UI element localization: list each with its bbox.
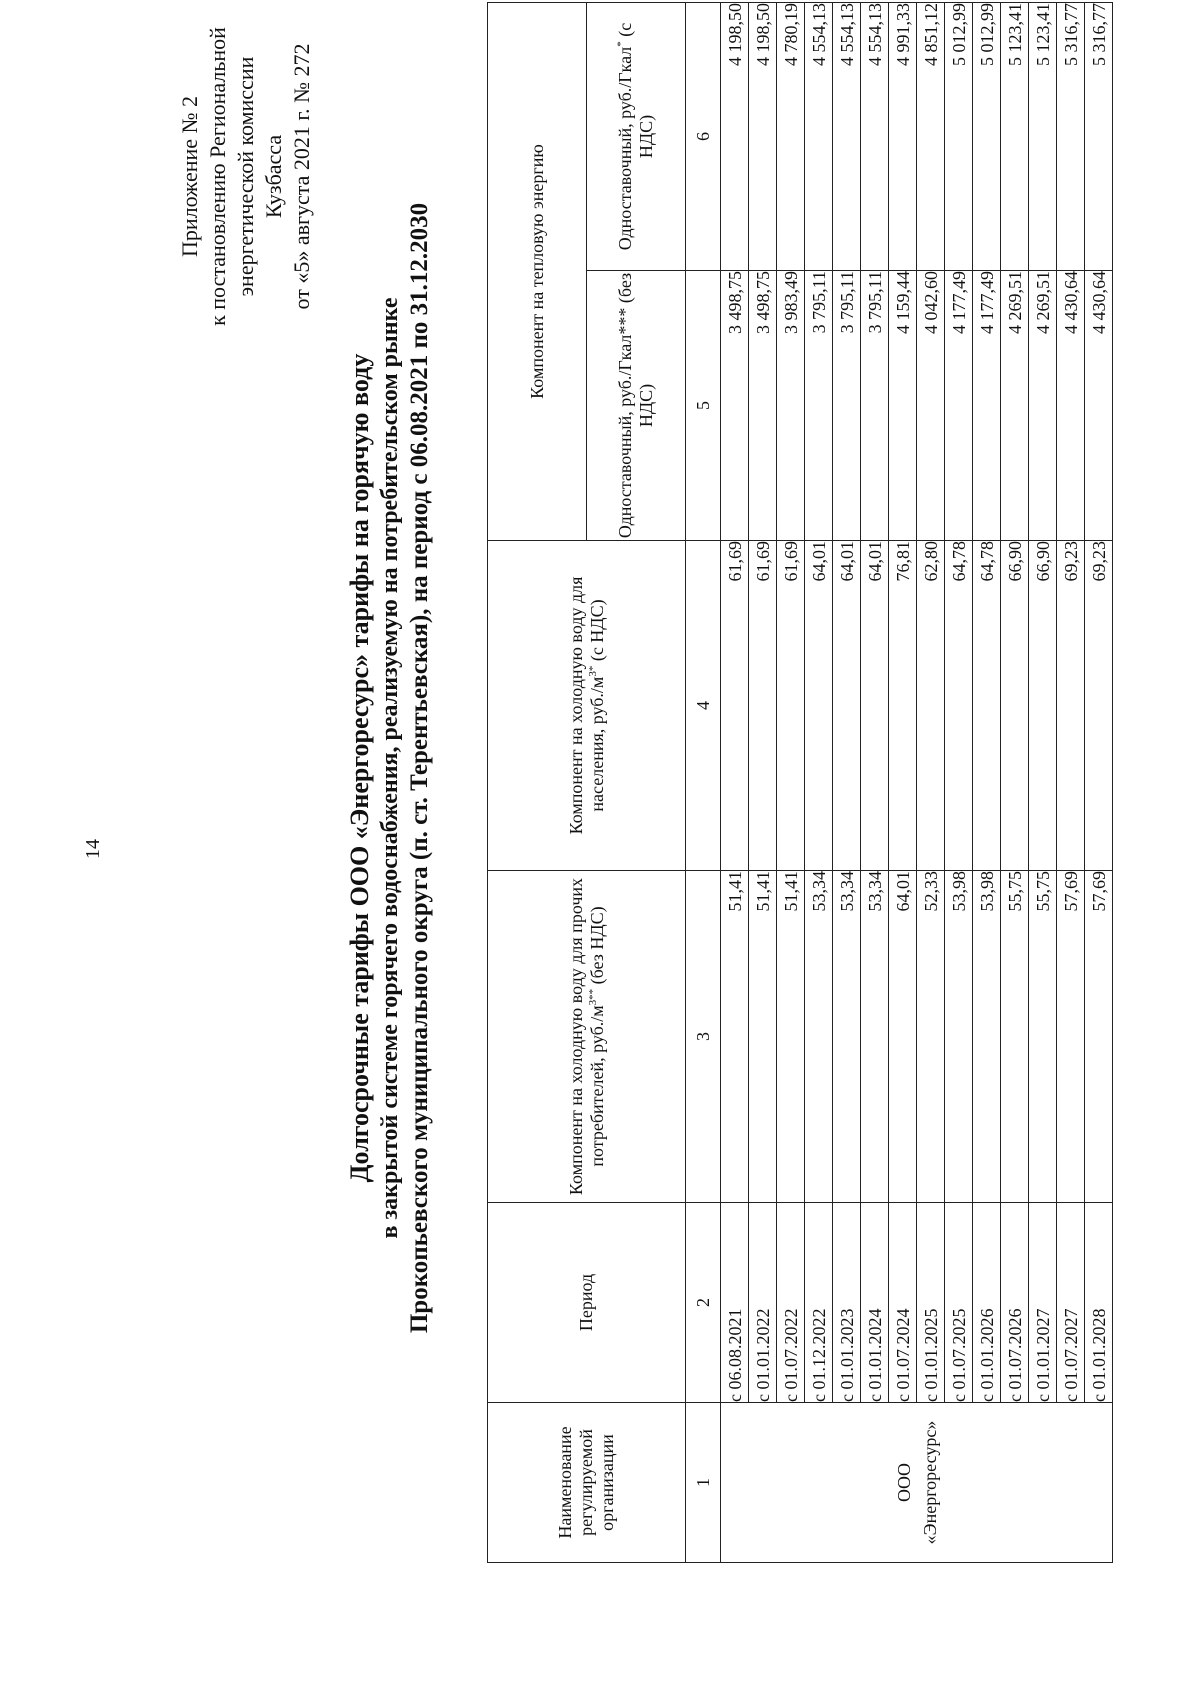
heat-no-vat-cell: 3 795,11 [805, 271, 833, 541]
cold-water-population-cell: 61,69 [749, 541, 777, 871]
heat-no-vat-cell: 3 983,49 [777, 271, 805, 541]
appendix-line: к постановлению Региональной [205, 27, 230, 326]
cold-water-other-cell: 64,01 [889, 871, 917, 1203]
cold-water-other-cell: 55,75 [1001, 871, 1029, 1203]
table-row [833, 3, 861, 1563]
column-number: 3 [686, 871, 721, 1203]
heat-no-vat-cell: 3 498,75 [721, 271, 749, 541]
organization-line: «Энергоресурс» [919, 1420, 940, 1545]
tariff-table [487, 2, 1113, 1563]
heat-vat-cell: 4 851,12 [917, 3, 945, 271]
table-row [749, 3, 777, 1563]
cold-water-population-cell: 66,90 [1029, 541, 1057, 871]
organization-cell [721, 1403, 1113, 1563]
table-row [805, 3, 833, 1563]
cold-water-population-cell: 64,01 [805, 541, 833, 871]
cold-water-other-cell: 53,98 [973, 871, 1001, 1203]
heat-no-vat-cell: 4 159,44 [889, 271, 917, 541]
heat-no-vat-cell: 4 269,51 [1001, 271, 1029, 541]
heat-vat-cell: 4 554,13 [833, 3, 861, 271]
column-number: 6 [686, 3, 721, 271]
period-cell: с 01.07.2026 [1001, 1203, 1029, 1403]
appendix-line: от «5» августа 2021 г. № 272 [289, 43, 314, 310]
table-body [721, 3, 1113, 1563]
page-number: 14 [82, 839, 104, 859]
period-cell: с 06.08.2021 [721, 1203, 749, 1403]
table-row [777, 3, 805, 1563]
document-title [345, 88, 435, 1448]
cold-water-other-cell: 51,41 [721, 871, 749, 1203]
heat-vat-cell: 4 198,50 [749, 3, 777, 271]
cold-water-population-cell: 66,90 [1001, 541, 1029, 871]
header-heat-no-vat: Одноставочный, руб./Гкал*** (без НДС) [587, 271, 686, 541]
cold-water-other-cell: 51,41 [777, 871, 805, 1203]
period-cell: с 01.07.2024 [889, 1203, 917, 1403]
cold-water-other-cell: 53,34 [833, 871, 861, 1203]
table-row [973, 3, 1001, 1563]
heat-no-vat-cell: 3 498,75 [749, 271, 777, 541]
cold-water-population-cell: 69,23 [1057, 541, 1085, 871]
table-row [1085, 3, 1113, 1563]
appendix-line: энергетической комиссии [233, 56, 258, 297]
table-row [945, 3, 973, 1563]
heat-vat-cell: 5 012,99 [973, 3, 1001, 271]
cold-water-population-cell: 69,23 [1085, 541, 1113, 871]
column-number-row [686, 3, 721, 1563]
heat-no-vat-cell: 4 269,51 [1029, 271, 1057, 541]
period-cell: с 01.01.2026 [973, 1203, 1001, 1403]
header-heat-energy-group: Компонент на тепловую энергию [488, 3, 587, 541]
cold-water-population-cell: 61,69 [721, 541, 749, 871]
period-cell: с 01.01.2025 [917, 1203, 945, 1403]
period-cell: с 01.07.2027 [1057, 1203, 1085, 1403]
cold-water-other-cell: 51,41 [749, 871, 777, 1203]
period-cell: с 01.12.2022 [805, 1203, 833, 1403]
header-cold-water-other: Компонент на холодную воду для прочих потребителей, $руб./м^{3**}$ (без НДС) [488, 871, 686, 1203]
cold-water-other-cell: 57,69 [1085, 871, 1113, 1203]
organization-line: ООО [893, 1463, 914, 1502]
heat-vat-cell: 4 991,33 [889, 3, 917, 271]
period-cell: с 01.01.2022 [749, 1203, 777, 1403]
column-number: 4 [686, 541, 721, 871]
cold-water-population-cell: 62,80 [917, 541, 945, 871]
cold-water-population-cell: 64,01 [833, 541, 861, 871]
table-row [1057, 3, 1085, 1563]
heat-no-vat-cell: 4 430,64 [1085, 271, 1113, 541]
heat-vat-cell: 5 316,77 [1085, 3, 1113, 271]
period-cell: с 01.01.2023 [833, 1203, 861, 1403]
cold-water-other-cell: 53,34 [861, 871, 889, 1203]
cold-water-other-cell: 52,33 [917, 871, 945, 1203]
cold-water-population-cell: 64,78 [945, 541, 973, 871]
appendix-block [176, 0, 316, 353]
header-period: Период [488, 1203, 686, 1403]
header-heat-vat: Одноставочный, руб./Гкал* (с НДС) [587, 3, 686, 271]
heat-no-vat-cell: 4 042,60 [917, 271, 945, 541]
heat-vat-cell: 5 316,77 [1057, 3, 1085, 271]
table-row [721, 3, 749, 1563]
table-row [1029, 3, 1057, 1563]
heat-vat-cell: 4 554,13 [861, 3, 889, 271]
title-line-3: Прокопьевского муниципального округа (п. ст. Терентьевская), на период с 06.08.2021 по 31.12.2030 [406, 202, 433, 1334]
column-number: 5 [686, 271, 721, 541]
heat-no-vat-cell: 4 177,49 [973, 271, 1001, 541]
appendix-line: Кузбасса [261, 134, 286, 219]
heat-vat-cell: 5 012,99 [945, 3, 973, 271]
table-row [889, 3, 917, 1563]
column-number: 2 [686, 1203, 721, 1403]
cold-water-other-cell: 57,69 [1057, 871, 1085, 1203]
table-row [861, 3, 889, 1563]
heat-vat-cell: 4 554,13 [805, 3, 833, 271]
heat-no-vat-cell: 3 795,11 [861, 271, 889, 541]
cold-water-other-cell: 55,75 [1029, 871, 1057, 1203]
cold-water-other-cell: 53,98 [945, 871, 973, 1203]
period-cell: с 01.01.2027 [1029, 1203, 1057, 1403]
table-row [917, 3, 945, 1563]
heat-vat-cell: 5 123,41 [1001, 3, 1029, 271]
title-line-2: в закрытой системе горячего водоснабжения, реализуемую на потребительском рынке [377, 297, 403, 1239]
appendix-line: Приложение № 2 [177, 95, 202, 258]
period-cell: с 01.01.2024 [861, 1203, 889, 1403]
heat-no-vat-cell: 4 430,64 [1057, 271, 1085, 541]
cold-water-other-cell: 53,34 [805, 871, 833, 1203]
cold-water-population-cell: 64,01 [861, 541, 889, 871]
column-number: 1 [686, 1403, 721, 1563]
period-cell: с 01.07.2025 [945, 1203, 973, 1403]
period-cell: с 01.01.2028 [1085, 1203, 1113, 1403]
heat-no-vat-cell: 3 795,11 [833, 271, 861, 541]
heat-vat-cell: 4 198,50 [721, 3, 749, 271]
period-cell: с 01.07.2022 [777, 1203, 805, 1403]
heat-vat-cell: 5 123,41 [1029, 3, 1057, 271]
heat-no-vat-cell: 4 177,49 [945, 271, 973, 541]
heat-vat-cell: 4 780,19 [777, 3, 805, 271]
header-cold-water-population: Компонент на холодную воду для населения, $руб./м^{3*}$ (с НДС) [488, 541, 686, 871]
cold-water-population-cell: 61,69 [777, 541, 805, 871]
title-line-1: Долгосрочные тарифы ООО «Энергоресурс» тарифы на горячую воду [345, 353, 374, 1183]
header-org: Наименование регулируемой организации [488, 1403, 686, 1563]
cold-water-population-cell: 76,81 [889, 541, 917, 871]
header-row [488, 3, 587, 1563]
cold-water-population-cell: 64,78 [973, 541, 1001, 871]
table-row [1001, 3, 1029, 1563]
